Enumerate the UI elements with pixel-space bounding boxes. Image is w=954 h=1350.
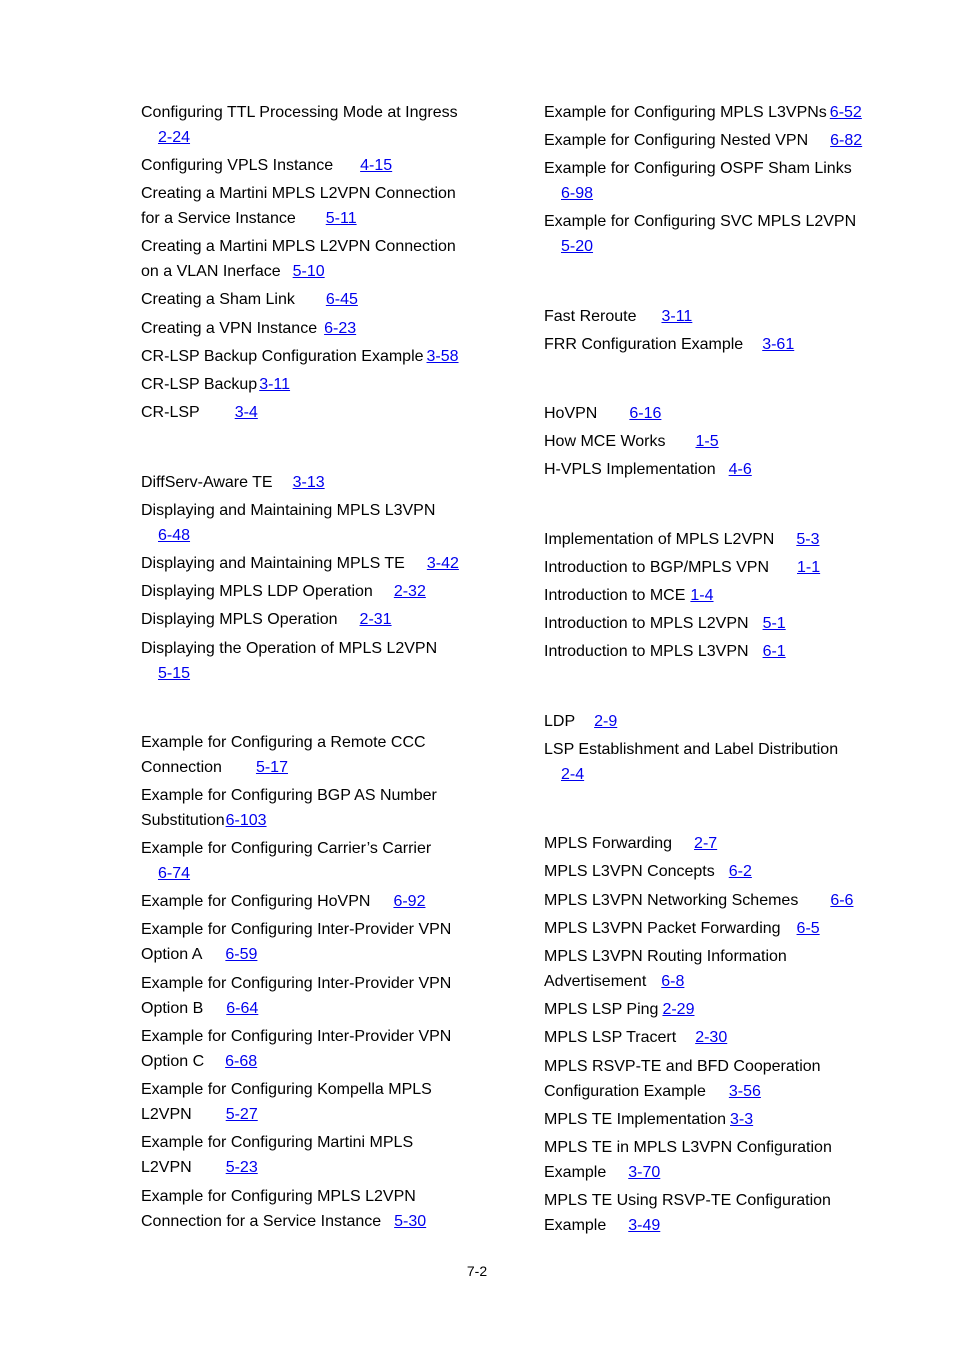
index-entry-label: Configuring TTL Processing Mode at Ingress bbox=[141, 104, 458, 121]
index-entry-label: MPLS LSP Ping bbox=[544, 1001, 659, 1018]
index-entry-label: Option B bbox=[141, 1000, 204, 1017]
index-page-link[interactable]: 1-5 bbox=[695, 433, 719, 450]
index-entry-label: Example for Configuring Kompella MPLS bbox=[141, 1081, 432, 1098]
index-entry-label: LSP Establishment and Label Distribution bbox=[544, 741, 839, 758]
index-entry-label: MPLS TE in MPLS L3VPN Configuration bbox=[544, 1139, 832, 1156]
index-entry bbox=[544, 1054, 884, 1104]
index-entry-label: Example bbox=[544, 1164, 607, 1181]
index-entry-label: Connection bbox=[141, 759, 222, 776]
index-entry-label: MPLS L3VPN Concepts bbox=[544, 863, 715, 880]
index-page-link[interactable]: 6-16 bbox=[629, 405, 662, 422]
index-entry-label: L2VPN bbox=[141, 1106, 192, 1123]
index-entry-label: Substitution bbox=[141, 812, 225, 829]
index-entry bbox=[141, 1130, 481, 1180]
index-entry-label: Introduction to BGP/MPLS VPN bbox=[544, 559, 769, 576]
index-entry bbox=[544, 1188, 884, 1238]
index-entry-label: Displaying MPLS Operation bbox=[141, 611, 338, 628]
index-entry-label: Creating a VPN Instance bbox=[141, 320, 318, 337]
index-page-link[interactable]: 6-74 bbox=[158, 865, 191, 882]
index-page-link[interactable]: 2-32 bbox=[393, 583, 426, 600]
index-page-link[interactable]: 6-98 bbox=[561, 185, 594, 202]
index-page-link[interactable]: 6-68 bbox=[225, 1053, 258, 1070]
index-entry-label: Option C bbox=[141, 1053, 205, 1070]
index-page-link[interactable]: 3-49 bbox=[628, 1217, 661, 1234]
index-entry bbox=[544, 997, 884, 1022]
index-entry-label: Example for Configuring OSPF Sham Links bbox=[544, 160, 852, 177]
index-entry bbox=[544, 583, 884, 608]
index-page-link[interactable]: 5-23 bbox=[225, 1159, 258, 1176]
index-entry-label: Example for Configuring SVC MPLS L2VPN bbox=[544, 213, 857, 230]
index-entry bbox=[544, 401, 884, 426]
index-entry-label: Example for Configuring MPLS L3VPNs bbox=[544, 104, 827, 121]
index-entry bbox=[141, 836, 481, 886]
index-entry-label: FRR Configuration Example bbox=[544, 336, 744, 353]
index-entry-label: Example bbox=[544, 1217, 607, 1234]
index-entry-label: Example for Configuring HoVPN bbox=[141, 893, 371, 910]
index-entry bbox=[141, 1184, 481, 1234]
index-entry-label: Example for Configuring Carrier’s Carrier bbox=[141, 840, 432, 857]
index-page-link[interactable]: 6-23 bbox=[324, 320, 357, 337]
index-entry-label: MPLS TE Using RSVP-TE Configuration bbox=[544, 1192, 831, 1209]
index-entry bbox=[141, 100, 481, 150]
index-entry-label: Creating a Sham Link bbox=[141, 291, 295, 308]
index-entry bbox=[141, 400, 481, 425]
index-entry-label: Fast Reroute bbox=[544, 308, 637, 325]
index-entry bbox=[544, 611, 884, 636]
index-entry-label: Implementation of MPLS L2VPN bbox=[544, 531, 775, 548]
index-entry-label: Example for Configuring Martini MPLS bbox=[141, 1134, 414, 1151]
index-entry-label: Connection for a Service Instance bbox=[141, 1213, 382, 1230]
index-page-link[interactable]: 6-52 bbox=[829, 104, 862, 121]
index-entry-label: H-VPLS Implementation bbox=[544, 461, 716, 478]
index-entry bbox=[544, 639, 884, 664]
index-entry bbox=[141, 181, 481, 231]
index-entry bbox=[141, 551, 481, 576]
index-page-link[interactable]: 6-92 bbox=[393, 893, 426, 910]
index-page-link[interactable]: 4-6 bbox=[728, 461, 752, 478]
index-entry-label: Displaying and Maintaining MPLS L3VPN bbox=[141, 502, 436, 519]
index-page-link[interactable]: 2-9 bbox=[594, 713, 618, 730]
index-entry bbox=[141, 917, 481, 967]
index-entry-label: on a VLAN Inerface bbox=[141, 263, 281, 280]
index-entry-label: Example for Configuring Nested VPN bbox=[544, 132, 809, 149]
index-page-link[interactable]: 1-4 bbox=[690, 587, 714, 604]
index-entry bbox=[544, 944, 884, 994]
index-entry bbox=[544, 888, 884, 913]
index-entry-label: Example for Configuring MPLS L2VPN bbox=[141, 1188, 416, 1205]
index-page-link[interactable]: 6-64 bbox=[226, 1000, 259, 1017]
index-entry bbox=[544, 457, 884, 482]
index-entry bbox=[544, 156, 884, 206]
index-entry-label: Displaying and Maintaining MPLS TE bbox=[141, 555, 405, 572]
index-entry-label: Option A bbox=[141, 946, 203, 963]
index-page-link[interactable]: 6-2 bbox=[728, 863, 752, 880]
index-page-link[interactable]: 6-1 bbox=[762, 643, 786, 660]
index-page-link[interactable]: 5-17 bbox=[255, 759, 288, 776]
index-entry bbox=[544, 709, 884, 734]
index-entry bbox=[141, 636, 481, 686]
index-entry bbox=[544, 304, 884, 329]
index-entry-label: Displaying the Operation of MPLS L2VPN bbox=[141, 640, 438, 657]
index-entry bbox=[141, 234, 481, 284]
index-entry bbox=[544, 100, 884, 125]
index-page-link[interactable]: 1-1 bbox=[797, 559, 821, 576]
index-entry bbox=[544, 527, 884, 552]
index-page-link[interactable]: 6-48 bbox=[158, 527, 191, 544]
index-entry bbox=[141, 344, 481, 369]
index-page-link[interactable]: 6-59 bbox=[225, 946, 258, 963]
index-entry-label: Configuration Example bbox=[544, 1083, 706, 1100]
index-page-link[interactable]: 2-29 bbox=[662, 1001, 695, 1018]
index-entry-label: Introduction to MPLS L3VPN bbox=[544, 643, 749, 660]
index-page-link[interactable]: 6-5 bbox=[796, 920, 820, 937]
index-entry bbox=[141, 498, 481, 548]
index-entry bbox=[141, 1077, 481, 1127]
index-page-link[interactable]: 6-8 bbox=[661, 973, 685, 990]
index-entry bbox=[544, 332, 884, 357]
index-entry bbox=[141, 287, 481, 312]
index-entry-label: Introduction to MCE bbox=[544, 587, 686, 604]
index-entry bbox=[141, 579, 481, 604]
index-entry bbox=[544, 1025, 884, 1050]
index-page-link[interactable]: 5-10 bbox=[292, 263, 325, 280]
index-page-link[interactable]: 4-15 bbox=[360, 157, 393, 174]
index-entry-label: DiffServ-Aware TE bbox=[141, 474, 273, 491]
index-entry-label: CR-LSP Backup Configuration Example bbox=[141, 348, 424, 365]
index-entry bbox=[544, 555, 884, 580]
index-entry-label: Creating a Martini MPLS L2VPN Connection bbox=[141, 185, 456, 202]
index-entry-label: Example for Configuring Inter-Provider VPN bbox=[141, 1028, 452, 1045]
index-page-link[interactable]: 5-11 bbox=[325, 210, 357, 227]
index-entry bbox=[141, 730, 481, 780]
index-page-link[interactable]: 3-58 bbox=[426, 348, 459, 365]
index-entry bbox=[141, 971, 481, 1021]
index-page-link[interactable]: 3-11 bbox=[259, 376, 291, 393]
index-page-link[interactable]: 2-31 bbox=[359, 611, 392, 628]
index-entry-label: Example for Configuring Inter-Provider VPN bbox=[141, 921, 452, 938]
index-entry-label: CR-LSP bbox=[141, 404, 200, 421]
index-entry-label: MPLS L3VPN Networking Schemes bbox=[544, 892, 799, 909]
index-page-link[interactable]: 3-70 bbox=[628, 1164, 661, 1181]
index-entry bbox=[141, 372, 481, 397]
index-entry-label: Example for Configuring Inter-Provider VPN bbox=[141, 975, 452, 992]
index-entry-label: MPLS L3VPN Routing Information bbox=[544, 948, 787, 965]
index-entry-label: LDP bbox=[544, 713, 576, 730]
index-entry bbox=[544, 1135, 884, 1185]
index-entry-label: MPLS LSP Tracert bbox=[544, 1029, 677, 1046]
index-page-link[interactable]: 3-61 bbox=[762, 336, 795, 353]
index-page-link[interactable]: 5-27 bbox=[225, 1106, 258, 1123]
index-entry-label: MPLS L3VPN Packet Forwarding bbox=[544, 920, 781, 937]
index-page-link[interactable]: 6-103 bbox=[225, 812, 267, 829]
index-entry bbox=[141, 783, 481, 833]
index-entry-label: MPLS RSVP-TE and BFD Cooperation bbox=[544, 1058, 821, 1075]
index-page-link[interactable]: 5-1 bbox=[762, 615, 786, 632]
index-entry-label: Example for Configuring BGP AS Number bbox=[141, 787, 437, 804]
index-entry bbox=[141, 316, 481, 341]
page-number: 7-2 bbox=[466, 1263, 488, 1279]
index-page-link[interactable]: 3-42 bbox=[426, 555, 459, 572]
index-entry-label: Introduction to MPLS L2VPN bbox=[544, 615, 749, 632]
index-page-link[interactable]: 3-4 bbox=[234, 404, 258, 421]
index-entry bbox=[141, 889, 481, 914]
index-entry bbox=[544, 737, 884, 787]
index-entry bbox=[141, 470, 481, 495]
index-entry bbox=[544, 916, 884, 941]
index-entry-label: CR-LSP Backup bbox=[141, 376, 258, 393]
index-entry-label: L2VPN bbox=[141, 1159, 192, 1176]
index-page-link[interactable]: 5-30 bbox=[394, 1213, 427, 1230]
index-page-link[interactable]: 6-6 bbox=[830, 892, 854, 909]
index-entry bbox=[141, 1024, 481, 1074]
index-entry-label: HoVPN bbox=[544, 405, 598, 422]
index-page-link[interactable]: 2-4 bbox=[561, 766, 585, 783]
index-entry-label: MPLS Forwarding bbox=[544, 835, 673, 852]
index-entry bbox=[141, 153, 481, 178]
index-entry bbox=[544, 831, 884, 856]
index-page-link[interactable]: 6-82 bbox=[830, 132, 863, 149]
index-entry bbox=[544, 1107, 884, 1132]
index-entry-label: Configuring VPLS Instance bbox=[141, 157, 334, 174]
index-page-link[interactable]: 5-15 bbox=[158, 665, 191, 682]
index-page-link[interactable]: 2-30 bbox=[695, 1029, 728, 1046]
index-entry-label: Creating a Martini MPLS L2VPN Connection bbox=[141, 238, 456, 255]
index-entry-label: for a Service Instance bbox=[141, 210, 296, 227]
index-entry bbox=[544, 429, 884, 454]
index-entry-label: Example for Configuring a Remote CCC bbox=[141, 734, 426, 751]
index-page-link[interactable]: 6-45 bbox=[325, 291, 358, 308]
index-entry bbox=[544, 859, 884, 884]
index-entry-label: Displaying MPLS LDP Operation bbox=[141, 583, 373, 600]
index-entry-label: MPLS TE Implementation bbox=[544, 1111, 727, 1128]
index-page-link[interactable]: 5-20 bbox=[561, 238, 594, 255]
index-page-link[interactable]: 5-3 bbox=[796, 531, 820, 548]
index-page-link[interactable]: 3-56 bbox=[728, 1083, 761, 1100]
index-page-link[interactable]: 3-3 bbox=[730, 1111, 754, 1128]
index-page-link[interactable]: 2-7 bbox=[694, 835, 718, 852]
index-entry bbox=[141, 607, 481, 632]
index-entry bbox=[544, 209, 884, 259]
index-entry-label: How MCE Works bbox=[544, 433, 666, 450]
index-page-link[interactable]: 2-24 bbox=[158, 129, 191, 146]
index-page-link[interactable]: 3-11 bbox=[661, 308, 693, 325]
index-entry bbox=[544, 128, 884, 153]
index-entry-label: Advertisement bbox=[544, 973, 647, 990]
index-page-link[interactable]: 3-13 bbox=[292, 474, 325, 491]
